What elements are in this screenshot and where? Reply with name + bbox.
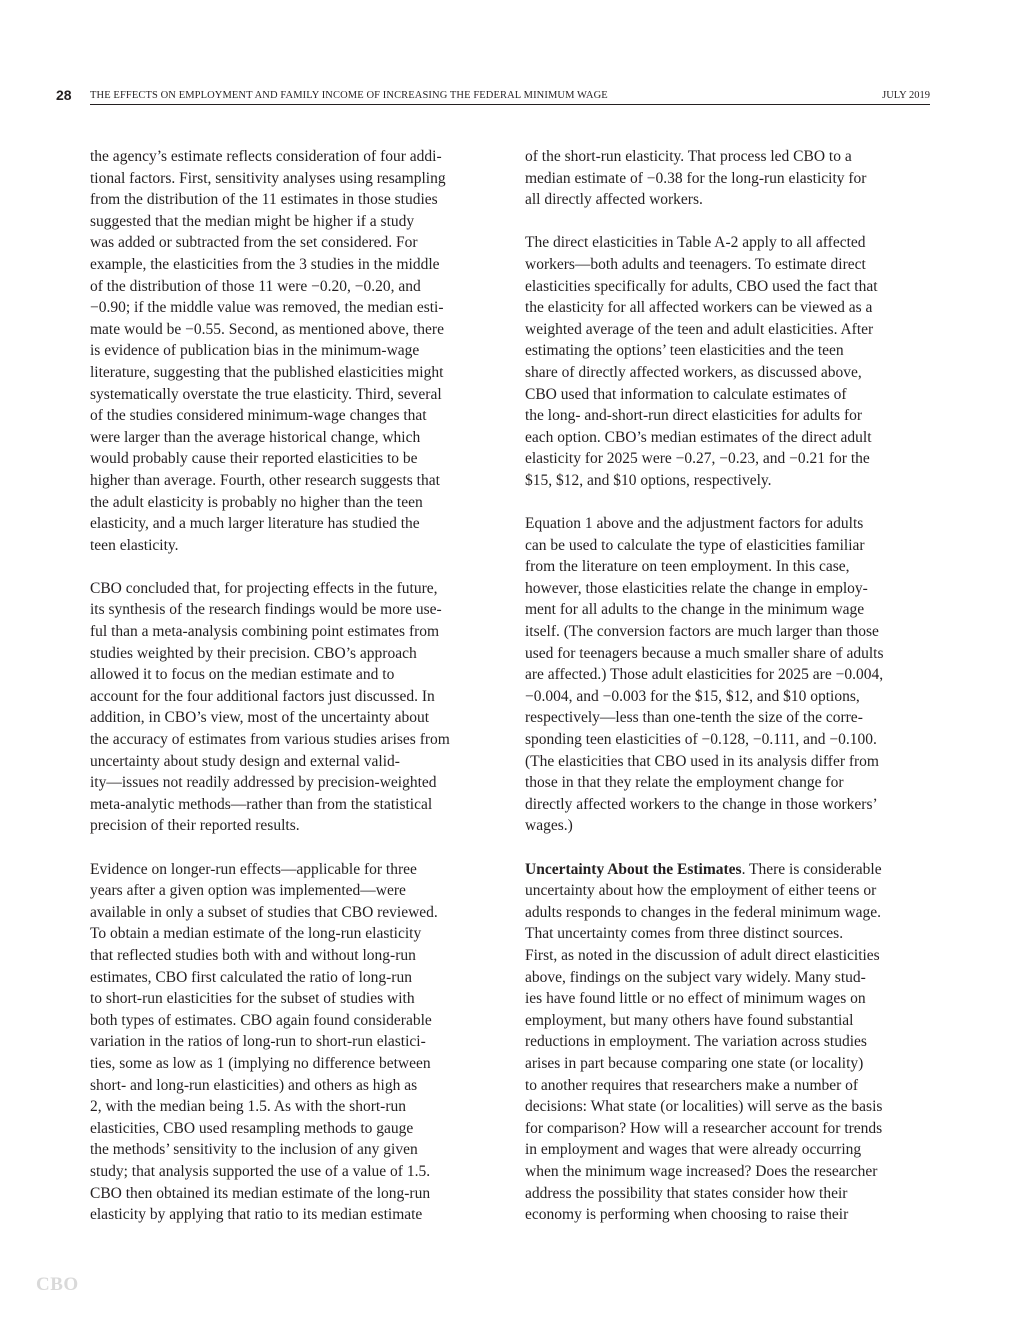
- right-column: [525, 146, 931, 1226]
- body-paragraph-with-subhead: [525, 859, 931, 1226]
- left-column: [90, 146, 496, 1226]
- body-paragraph: CBO concluded that, for projecting effects in the future, its synthesis of the research findings would be more use- ful than a meta-analysis combining point estimates from studies weighted by their precision. CBO’s approach allowed it to focus on the median estimate and to account for the four additional factors just discussed. In addition, in CBO’s view, most of the uncertainty about the accuracy of estimates from various studies arises from uncertainty about study design and external valid- ity—issues not readily addressed by precision-weighted meta-analytic methods—rather than from the statistical precision of their reported results.: [90, 579, 450, 835]
- publication-date: JULY 2019: [882, 90, 930, 101]
- running-title: THE EFFECTS ON EMPLOYMENT AND FAMILY INCOME OF INCREASING THE FEDERAL MINIMUM WAGE: [90, 90, 608, 101]
- cbo-logo: CBO: [36, 1274, 79, 1295]
- body-paragraph: Evidence on longer-run effects—applicable for three years after a given option was implemented—were available in only a subset of studies that CBO reviewed. To obtain a median estimate of the long-run elasticity that reflected studies both with and without long-run estimates, CBO first calculated the ratio of long-run to short-run elasticities for the subset of studies with both types of estimates. CBO again found considerable variation in the ratios of long-run to short-run elastici- ties, some as low as 1 (implying no difference between short- and long-run elasticities) and others as high as 2, with the median being 1.5. As with the short-run elasticities, CBO used resampling methods to gauge the methods’ sensitivity to the inclusion of any given study; that analysis supported the use of a value of 1.5. CBO then obtained its median estimate of the long-run elasticity by applying that ratio to its median estimate: [90, 860, 438, 1224]
- page-number: 28: [56, 87, 72, 103]
- body-paragraph: Equation 1 above and the adjustment factors for adults can be used to calculate the type of elasticities familiar from the literature on teen employment. In this case, however, those elasticities relate the change in employ- ment for all adults to the change in the minimum wage itself. (The conversion factors are much larger than those used for teenagers because a much smaller share of adults are affected.) Those adult elasticities for 2025 are −0.004, −0.004, and −0.003 for the $15, $12, and $10 options, respectively—less than one-tenth the size of the corre- sponding teen elasticities of −0.128, −0.111, and −0.100. (The elasticities that CBO used in its analysis differ from those in that they relate the employment change for directly affected workers to the change in those workers’ wages.): [525, 515, 884, 835]
- body-paragraph: the agency’s estimate reflects consideration of four addi- tional factors. First, sensitivity analyses using resampling from the distribution of the 11 estimates in those studies suggested that the median might be higher if a study was added or subtracted from the set considered. For example, the elasticities from the 3 studies in the middle of the distribution of those 11 were −0.20, −0.20, and −0.90; if the middle value was removed, the median esti- mate would be −0.55. Second, as mentioned above, there is evidence of publication bias in the minimum-wage literature, suggesting that the published elasticities might systematically overstate the true elasticity. Third, several of the studies considered minimum-wage changes that were larger than the average historical change, which would probably cause their reported elasticities to be higher than average. Fourth, other research suggests that the adult elasticity is probably no higher than the teen elasticity, and a much larger literature has studied the teen elasticity.: [90, 148, 446, 554]
- page-header: [0, 0, 1020, 110]
- subhead-paragraph-text: . There is considerable uncertainty about how the employment of either teens or adults responds to changes in the federal minimum wage. That uncertainty comes from three distinct sources. First, as noted in the discussion of adult direct elasticities above, findings on the subject vary widely. Many stud- ies have found little or no effect of minimum wages on employment, but many others have found substantial reductions in employment. The variation across studies arises in part because comparing one state (or locality) to another requires that researchers make a number of decisions: What state (or localities) will serve as the basis for comparison? How will a researcher account for trends in employment and wages that were already occurring when the minimum wage increased? Does the researcher address the possibility that states consider how their economy is performing when choosing to raise their: [525, 860, 883, 1224]
- section-subhead: Uncertainty About the Estimates: [525, 860, 742, 878]
- header-rule: [90, 104, 930, 105]
- body-paragraph: The direct elasticities in Table A-2 apply to all affected workers—both adults and teenagers. To estimate direct elasticities specifically for adults, CBO used the fact that the elasticity for all affected workers can be viewed as a weighted average of the teen and adult elasticities. After estimating the options’ teen elasticities and the teen share of directly affected workers, as discussed above, CBO used that information to calculate estimates of the long- and-short-run direct elasticities for adults for each option. CBO’s median estimates of the direct adult elasticity for 2025 were −0.27, −0.23, and −0.21 for the $15, $12, and $10 options, respectively.: [525, 234, 878, 489]
- body-paragraph: of the short-run elasticity. That process led CBO to a median estimate of −0.38 for the long-run elasticity for all directly affected workers.: [525, 148, 867, 209]
